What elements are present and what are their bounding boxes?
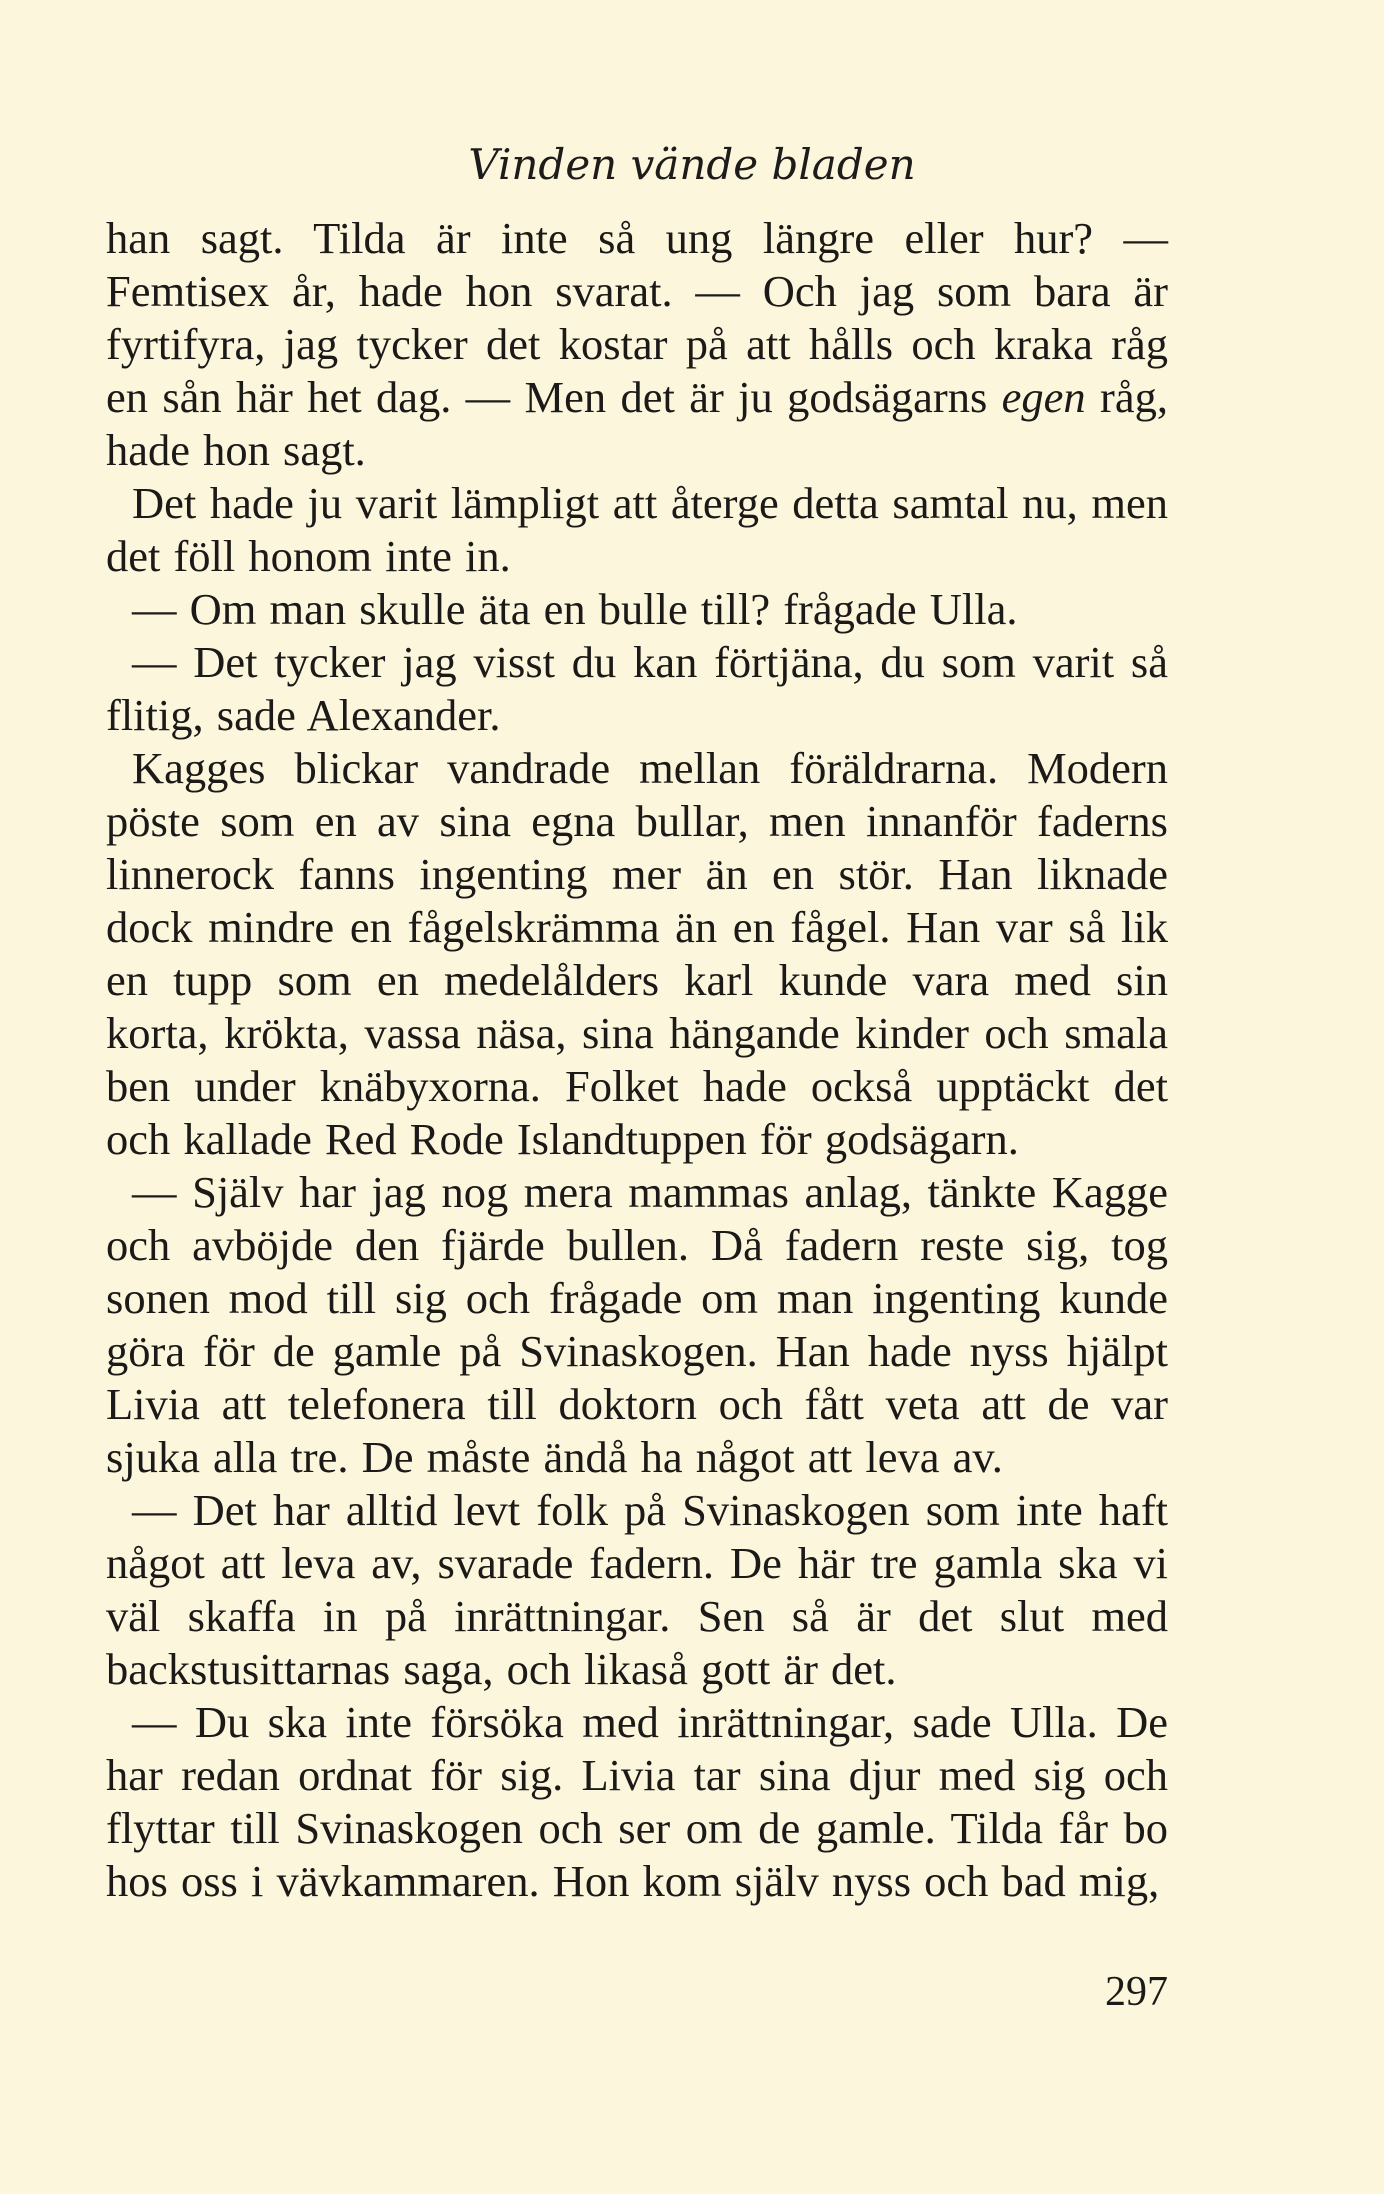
italic-text: egen	[1001, 372, 1086, 422]
paragraph	[106, 636, 1168, 742]
paragraph	[106, 583, 1168, 636]
text-run: Kagges blickar vandrade mellan föräldrarna. Modern pöste som en av sina egna bullar, men innanför faderns linnerock fanns ingenting mer än en stör. Han liknade dock mindre en fågelskrämma än en fågel. Han var så lik en tupp som en medelålders karl kunde vara med sin korta, krökta, vassa näsa, sina hängande kinder och smala ben under knäbyxorna. Folket hade också upptäckt det och kallade Red Rode Islandtuppen för godsägarn.	[106, 743, 1168, 1164]
paragraph	[106, 1484, 1168, 1696]
text-run: han sagt. Tilda är inte så ung längre eller hur? — Femtisex år, hade hon svarat. — Och jag som bara är fyrtifyra, jag tycker det kostar på att hålls och kraka råg en sån här het dag. — Men det är ju godsägarns	[106, 213, 1168, 422]
paragraph	[106, 212, 1168, 477]
running-head: Vinden vände bladen	[468, 140, 916, 189]
text-run: — Själv har jag nog mera mammas anlag, tänkte Kagge och avböjde den fjärde bullen. Då fadern reste sig, tog sonen mod till sig och frågade om man ingenting kunde göra för de gamle på Svinaskogen. Han hade nyss hjälpt Livia att telefonera till doktorn och fått veta att de var sjuka alla tre. De måste ändå ha något att leva av.	[106, 1167, 1168, 1482]
paragraph	[106, 742, 1168, 1166]
text-run: Det hade ju varit lämpligt att återge detta samtal nu, men det föll honom inte in.	[106, 478, 1168, 581]
paragraph	[106, 477, 1168, 583]
text-run: — Det tycker jag visst du kan förtjäna, du som varit så flitig, sade Alexander.	[106, 637, 1168, 740]
page-number: 297	[1105, 1969, 1168, 2015]
text-run: — Det har alltid levt folk på Svinaskogen som inte haft något att leva av, svarade fadern. De här tre gamla ska vi väl skaffa in på inrättningar. Sen så är det slut med backstusittarnas saga, och likaså gott är det.	[106, 1485, 1168, 1694]
text-run: råg, hade hon sagt.	[106, 372, 1168, 475]
text-run: — Om man skulle äta en bulle till? frågade Ulla.	[132, 584, 1018, 634]
paragraph	[106, 1166, 1168, 1484]
text-run: — Du ska inte försöka med inrättningar, sade Ulla. De har redan ordnat för sig. Livia tar sina djur med sig och flyttar till Svinaskogen och ser om de gamle. Tilda får bo hos oss i vävkammaren. Hon kom själv nyss och bad mig,	[106, 1697, 1168, 1906]
paragraph	[106, 1696, 1168, 1908]
body-text	[106, 212, 1168, 1908]
